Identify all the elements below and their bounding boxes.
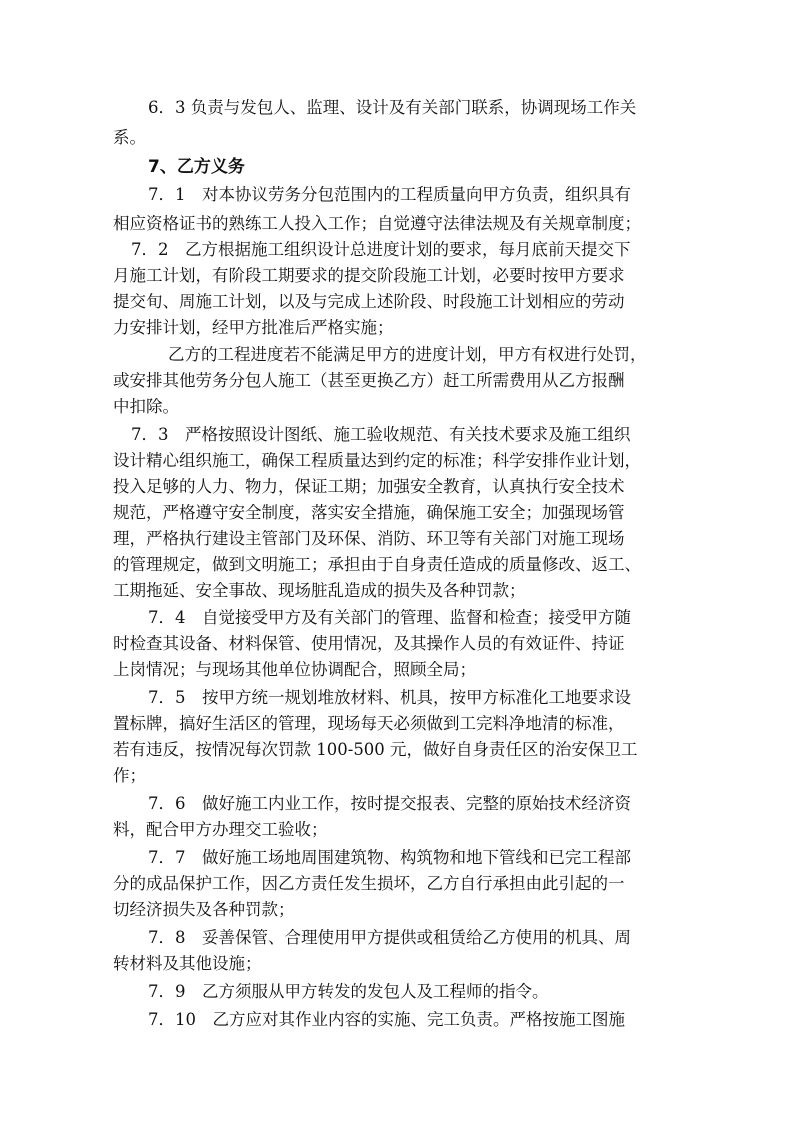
clause-7-8-line-2: 转材料及其他设施； — [113, 954, 262, 973]
clause-7-7-line-2: 分的成品保护工作，因乙方责任发生损坏，乙方自行承担由此引起的一 — [113, 874, 625, 893]
clause-7-2-line-2: 月施工计划，有阶段工期要求的提交阶段施工计划，必要时按甲方要求 — [113, 266, 625, 285]
clause-7-10-line-1: 7．10 乙方应对其作业内容的实施、完工负责。严格按施工图施 — [148, 1010, 625, 1029]
clause-7-6-line-2: 料，配合甲方办理交工验收； — [113, 820, 328, 839]
clause-7-4-line-3: 上岗情况；与现场其他单位协调配合，照顾全局； — [113, 660, 476, 679]
clause-7-3-line-4: 规范，严格遵守安全制度，落实安全措施，确保施工安全；加强现场管 — [113, 503, 625, 522]
clause-7-1-line-1: 7．1 对本协议劳务分包范围内的工程质量向甲方负责，组织具有 — [148, 185, 631, 204]
clause-7-6-line-1: 7．6 做好施工内业工作，按时提交报表、完整的原始技术经济资 — [148, 794, 631, 813]
clause-7-9-line-1: 7．9 乙方须服从甲方转发的发包人及工程师的指令。 — [148, 982, 549, 1001]
clause-7-3-line-7: 工期拖延、安全事故、现场脏乱造成的损失及各种罚款； — [113, 581, 526, 600]
clause-7-8-line-1: 7．8 妥善保管、合理使用甲方提供或租赁给乙方使用的机具、周 — [148, 928, 631, 947]
clause-7-2-line-4: 力安排计划，经甲方批准后严格实施； — [113, 318, 394, 337]
clause-7-4-line-1: 7．4 自觉接受甲方及有关部门的管理、监督和检查；接受甲方随 — [148, 608, 631, 627]
clause-7-3-line-3: 投入足够的人力、物力，保证工期；加强安全教育，认真执行安全技术 — [113, 477, 625, 496]
clause-7-1-line-2: 相应资格证书的熟练工人投入工作；自觉遵守法律法规及有关规章制度； — [113, 214, 641, 233]
clause-6-3-line-1: 6．3 负责与发包人、监理、设计及有关部门联系，协调现场工作关 — [148, 98, 637, 117]
clause-6-3-line-2: 系。 — [113, 128, 146, 147]
section-7-heading: 7、乙方义务 — [148, 157, 245, 177]
clause-7-3-line-1: 7．3 严格按照设计图纸、施工验收规范、有关技术要求及施工组织 — [131, 425, 631, 444]
clause-7-3-line-6: 的管理规定，做到文明施工；承担由于自身责任造成的质量修改、返工、 — [113, 555, 641, 574]
clause-7-2-para-2-line-2: 或安排其他劳务分包人施工（甚至更换乙方）赶工所需费用从乙方报酬 — [113, 371, 625, 390]
clause-7-2-para-2-line-3: 中扣除。 — [113, 397, 179, 416]
clause-7-5-line-3: 若有违反，按情况每次罚款 100-500 元，做好自身责任区的治安保卫工 — [113, 740, 638, 759]
clause-7-7-line-1: 7．7 做好施工场地周围建筑物、构筑物和地下管线和已完工程部 — [148, 848, 631, 867]
clause-7-5-line-1: 7．5 按甲方统一规划堆放材料、机具，按甲方标准化工地要求设 — [148, 688, 631, 707]
clause-7-5-line-2: 置标牌，搞好生活区的管理，现场每天必须做到工完料净地清的标准， — [113, 714, 625, 733]
clause-7-2-para-2-line-1: 乙方的工程进度若不能满足甲方的进度计划，甲方有权进行处罚， — [168, 345, 647, 364]
clause-7-3-line-5: 理，严格执行建设主管部门及环保、消防、环卫等有关部门对施工现场 — [113, 529, 625, 548]
clause-7-2-line-1: 7．2 乙方根据施工组织设计总进度计划的要求，每月底前天提交下 — [131, 240, 631, 259]
clause-7-4-line-2: 时检查其设备、材料保管、使用情况，及其操作人员的有效证件、持证 — [113, 634, 625, 653]
clause-7-2-line-3: 提交旬、周施工计划，以及与完成上述阶段、时段施工计划相应的劳动 — [113, 292, 625, 311]
clause-7-7-line-3: 切经济损失及各种罚款； — [113, 900, 295, 919]
clause-7-3-line-2: 设计精心组织施工，确保工程质量达到约定的标准；科学安排作业计划， — [113, 451, 641, 470]
clause-7-5-line-4: 作； — [113, 766, 146, 785]
